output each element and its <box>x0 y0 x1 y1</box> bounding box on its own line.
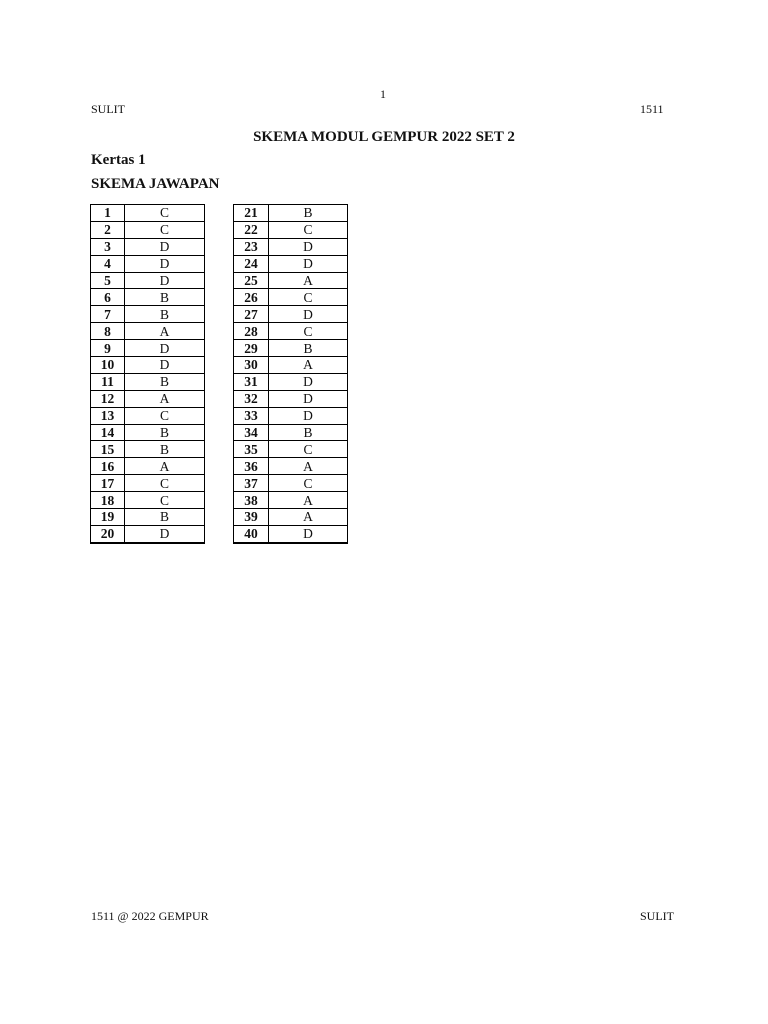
question-number: 11 <box>91 373 125 390</box>
section-label: SKEMA JAWAPAN <box>91 176 220 192</box>
table-row <box>91 373 205 390</box>
question-number: 27 <box>234 306 269 323</box>
answer-letter: C <box>269 323 348 340</box>
table-row <box>91 272 205 289</box>
question-number: 10 <box>91 357 125 374</box>
answer-letter: C <box>269 289 348 306</box>
question-number: 6 <box>91 289 125 306</box>
question-number: 31 <box>234 373 269 390</box>
answer-letter: A <box>125 458 205 475</box>
table-row <box>91 289 205 306</box>
table-row <box>234 509 348 526</box>
answer-letter: D <box>269 373 348 390</box>
answer-letter: B <box>125 306 205 323</box>
answer-letter: B <box>269 340 348 357</box>
table-row <box>91 306 205 323</box>
page-title: SKEMA MODUL GEMPUR 2022 SET 2 <box>253 129 515 145</box>
question-number: 36 <box>234 458 269 475</box>
question-number: 37 <box>234 475 269 492</box>
footer-classification: SULIT <box>640 909 674 923</box>
table-row <box>91 205 205 222</box>
table-row <box>91 255 205 272</box>
answer-letter: C <box>125 221 205 238</box>
table-row <box>234 475 348 492</box>
page-number: 1 <box>380 87 386 101</box>
question-number: 4 <box>91 255 125 272</box>
answer-letter: A <box>125 323 205 340</box>
question-number: 8 <box>91 323 125 340</box>
question-number: 3 <box>91 238 125 255</box>
table-row <box>234 340 348 357</box>
answer-letter: A <box>269 492 348 509</box>
question-number: 18 <box>91 492 125 509</box>
table-row <box>234 407 348 424</box>
answer-letter: D <box>269 525 348 542</box>
answer-letter: B <box>125 441 205 458</box>
question-number: 32 <box>234 390 269 407</box>
answer-letter: B <box>269 205 348 222</box>
question-number: 9 <box>91 340 125 357</box>
question-number: 35 <box>234 441 269 458</box>
table-row <box>234 255 348 272</box>
table-row <box>234 306 348 323</box>
table-row <box>91 238 205 255</box>
question-number: 28 <box>234 323 269 340</box>
table-row <box>234 492 348 509</box>
answer-letter: D <box>269 238 348 255</box>
table-row <box>91 221 205 238</box>
answer-letter: D <box>125 357 205 374</box>
answer-letter: C <box>269 475 348 492</box>
answer-letter: B <box>125 424 205 441</box>
question-number: 23 <box>234 238 269 255</box>
answer-letter: C <box>125 475 205 492</box>
answer-letter: D <box>269 407 348 424</box>
answer-letter: C <box>125 492 205 509</box>
question-number: 33 <box>234 407 269 424</box>
answer-letter: A <box>269 509 348 526</box>
answer-letter: A <box>269 272 348 289</box>
question-number: 16 <box>91 458 125 475</box>
answer-letter: B <box>125 373 205 390</box>
table-row <box>234 221 348 238</box>
table-row <box>234 357 348 374</box>
table-row <box>234 373 348 390</box>
question-number: 25 <box>234 272 269 289</box>
question-number: 21 <box>234 205 269 222</box>
table-row <box>91 492 205 509</box>
question-number: 13 <box>91 407 125 424</box>
table-row <box>234 272 348 289</box>
table-row <box>91 340 205 357</box>
question-number: 7 <box>91 306 125 323</box>
table-row <box>234 458 348 475</box>
answer-letter: D <box>269 390 348 407</box>
table-row <box>91 509 205 526</box>
answer-letter: C <box>269 441 348 458</box>
question-number: 29 <box>234 340 269 357</box>
answer-letter: C <box>125 407 205 424</box>
table-row <box>234 390 348 407</box>
table-row <box>234 238 348 255</box>
table-row <box>91 357 205 374</box>
paper-label: Kertas 1 <box>91 152 146 168</box>
table-row <box>234 289 348 306</box>
table-row <box>91 407 205 424</box>
question-number: 14 <box>91 424 125 441</box>
footer-copyright: 1511 @ 2022 GEMPUR <box>91 909 209 923</box>
question-number: 40 <box>234 525 269 542</box>
question-number: 15 <box>91 441 125 458</box>
table-row <box>91 424 205 441</box>
table-row <box>91 390 205 407</box>
table-row <box>91 441 205 458</box>
question-number: 17 <box>91 475 125 492</box>
answer-letter: D <box>125 525 205 542</box>
answer-letter: D <box>269 306 348 323</box>
answer-letter: C <box>125 205 205 222</box>
question-number: 24 <box>234 255 269 272</box>
answer-letter: D <box>125 255 205 272</box>
table-row <box>91 323 205 340</box>
table-row <box>234 441 348 458</box>
table-row <box>234 525 348 542</box>
answer-table-left <box>90 204 205 544</box>
answer-letter: A <box>269 458 348 475</box>
answer-letter: B <box>125 289 205 306</box>
question-number: 5 <box>91 272 125 289</box>
question-number: 1 <box>91 205 125 222</box>
question-number: 30 <box>234 357 269 374</box>
question-number: 39 <box>234 509 269 526</box>
answer-letter: D <box>125 340 205 357</box>
answer-table-right <box>233 204 348 544</box>
table-row <box>234 323 348 340</box>
question-number: 2 <box>91 221 125 238</box>
answer-letter: B <box>125 509 205 526</box>
question-number: 38 <box>234 492 269 509</box>
question-number: 12 <box>91 390 125 407</box>
question-number: 19 <box>91 509 125 526</box>
question-number: 34 <box>234 424 269 441</box>
answer-letter: A <box>269 357 348 374</box>
table-row <box>91 525 205 542</box>
table-row <box>91 458 205 475</box>
answer-letter: B <box>269 424 348 441</box>
table-row <box>234 424 348 441</box>
answer-letter: D <box>269 255 348 272</box>
question-number: 20 <box>91 525 125 542</box>
table-row <box>91 475 205 492</box>
answer-letter: A <box>125 390 205 407</box>
answer-letter: D <box>125 272 205 289</box>
answer-letter: C <box>269 221 348 238</box>
header-code: 1511 <box>640 102 664 116</box>
table-row <box>234 205 348 222</box>
answer-letter: D <box>125 238 205 255</box>
header-classification: SULIT <box>91 102 125 116</box>
question-number: 26 <box>234 289 269 306</box>
question-number: 22 <box>234 221 269 238</box>
